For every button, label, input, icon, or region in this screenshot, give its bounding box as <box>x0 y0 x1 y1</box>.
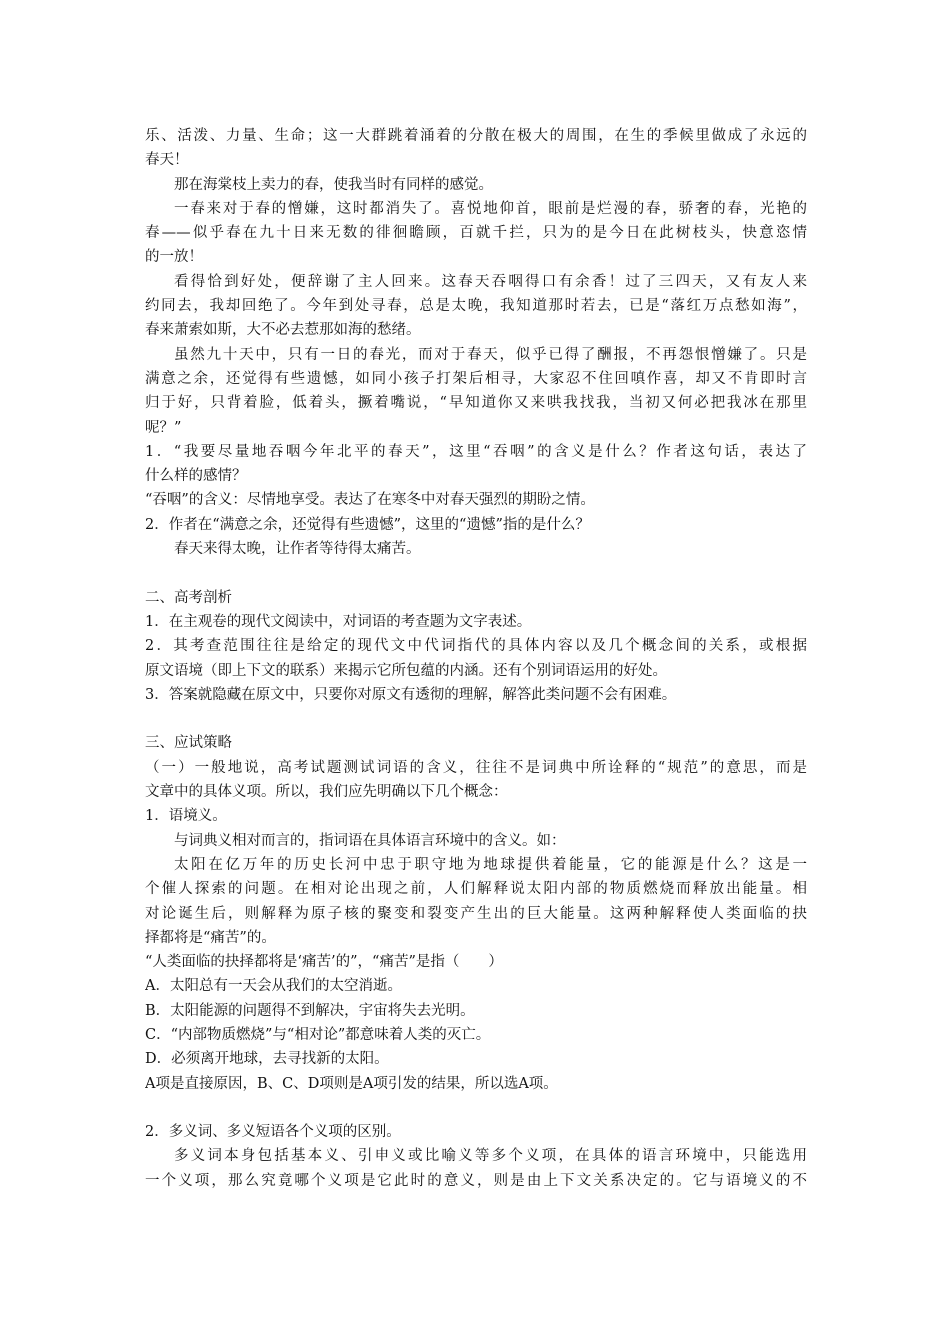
text-line: 的一放！ <box>145 249 203 266</box>
list-item <box>145 634 807 683</box>
text-line: 呢？” <box>145 419 182 436</box>
text-line: 多义词本身包括基本义、引申义或比喻义等多个义项，在具体的语言环境中，只能选用 <box>174 1148 807 1165</box>
option-a: A．太阳总有一天会从我们的太空消逝。 <box>145 978 402 995</box>
text-line: 对论诞生后，则解释为原子核的聚变和裂变产生出的巨大能量。这两种解释使人类面临的抉 <box>145 905 807 922</box>
section-heading: 二、高考剖析 <box>145 589 232 606</box>
passage-paragraph <box>145 197 807 270</box>
answer-options <box>145 974 807 1071</box>
section-heading: 三、应试策略 <box>145 735 232 752</box>
text-line: 乐、活泼、力量、生命；这一大群跳着涌着的分散在极大的周围，在生的季候里做成了永远的 <box>145 128 807 144</box>
point-context-meaning <box>145 804 807 1096</box>
text-line: 原文语境（即上下文的联系）来揭示它所包蕴的内涵。还有个别词语运用的好处。 <box>145 662 667 679</box>
section-analysis <box>145 586 807 707</box>
strategy-intro <box>145 756 807 805</box>
section-strategy <box>145 731 807 1193</box>
option-d: D．必须离开地球，去寻找新的太阳。 <box>145 1051 389 1068</box>
text-line: 一春来对于春的憎嫌，这时都消失了。喜悦地仰首，眼前是烂漫的春，骄奢的春，光艳的 <box>174 200 807 217</box>
answer-2: 春天来得太晚，让作者等待得太痛苦。 <box>174 541 421 558</box>
text-line: 择都将是“痛苦”的。 <box>145 929 276 946</box>
text-line: 虽然九十天中，只有一日的春光，而对于春天，似乎已得了酬报，不再怨恨憎嫌了。只是 <box>174 346 807 363</box>
text-line: 满意之余，还觉得有些遗憾，如同小孩子打架后相寻，大家忍不住回嗔作喜，却又不肯即时言 <box>145 370 807 387</box>
questions <box>145 440 807 561</box>
text-line: 一个义项，那么究竟哪个义项是它此时的意义，则是由上下文关系决定的。它与语境义的不 <box>145 1172 807 1189</box>
text-line: 那在海棠枝上卖力的春，使我当时有同样的感觉。 <box>174 176 493 193</box>
document-body <box>145 124 807 1193</box>
question-1 <box>145 440 807 489</box>
text-line: （一）一般地说，高考试题测试词语的含义，往往不是词典中所诠释的“规范”的意思，而是 <box>145 759 807 776</box>
blank-line <box>145 1096 807 1120</box>
passage-paragraph <box>145 270 807 343</box>
text-line: 什么样的感情？ <box>145 468 247 485</box>
passage <box>145 124 807 440</box>
text-line: 2．其考查范围往往是给定的现代文中代词指代的具体内容以及几个概念间的关系，或根据 <box>145 638 807 655</box>
passage-paragraph <box>145 173 807 197</box>
blank-line <box>145 707 807 731</box>
text-line: 约同去，我却回绝了。今年到处寻春，总是太晚，我知道那时若去，已是“落红万点愁如海”， <box>145 298 807 315</box>
example-question: “人类面临的抉择都将是‘痛苦’的”，“痛苦”是指（ ） <box>145 954 503 971</box>
list-item: 3．答案就隐藏在原文中，只要你对原文有透彻的理解，解答此类问题不会有困难。 <box>145 686 677 703</box>
text-line: 春天！ <box>145 152 189 169</box>
text-line: 春来萧索如斯，大不必去惹那如海的愁绪。 <box>145 322 421 339</box>
point-definition: 与词典义相对而言的，指词语在具体语言环境中的含义。如： <box>174 832 566 849</box>
text-line: 看得恰到好处，便辞谢了主人回来。这春天吞咽得口有余香！过了三四天，又有友人来 <box>174 273 807 290</box>
passage-paragraph <box>145 343 807 440</box>
point-title: 2．多义词、多义短语各个义项的区别。 <box>145 1124 401 1141</box>
example-passage <box>145 853 807 950</box>
text-line: 春——似乎春在九十日来无数的徘徊瞻顾，百就千拦，只为的是今日在此树枝头，快意恣情 <box>145 225 807 242</box>
text-line: 文章中的具体义项。所以，我们应先明确以下几个概念： <box>145 784 508 801</box>
blank-line <box>145 561 807 585</box>
list-item: 1．在主观卷的现代文阅读中，对词语的考查题为文字表述。 <box>145 613 532 630</box>
point-polysemy <box>145 1120 807 1193</box>
answer-1: “吞咽”的含义：尽情地享受。表达了在寒冬中对春天强烈的期盼之情。 <box>145 492 595 509</box>
option-c: C．“内部物质燃烧”与“相对论”都意味着人类的灭亡。 <box>145 1026 491 1043</box>
text-line: 1．“我要尽量地吞咽今年北平的春天”，这里“吞咽”的含义是什么？作者这句话，表达了 <box>145 443 807 460</box>
text-line: 归于好，只背着脸，低着头，撅着嘴说，“早知道你又来哄我找我，当初又何必把我冰在那里 <box>145 395 807 412</box>
point-title: 1．语境义。 <box>145 808 227 825</box>
text-line: 个催人探索的问题。在相对论出现之前，人们解释说太阳内部的物质燃烧而释放出能量。相 <box>145 881 807 898</box>
passage-paragraph <box>145 124 807 173</box>
text-line: 太阳在亿万年的历史长河中忠于职守地为地球提供着能量，它的能源是什么？这是一 <box>174 856 807 873</box>
question-2: 2．作者在“满意之余，还觉得有些遗憾”，这里的“遗憾”指的是什么？ <box>145 516 590 533</box>
example-answer: A项是直接原因，B、C、D项则是A项引发的结果，所以选A项。 <box>145 1075 558 1092</box>
option-b: B．太阳能源的问题得不到解决，宇宙将失去光明。 <box>145 1002 475 1019</box>
